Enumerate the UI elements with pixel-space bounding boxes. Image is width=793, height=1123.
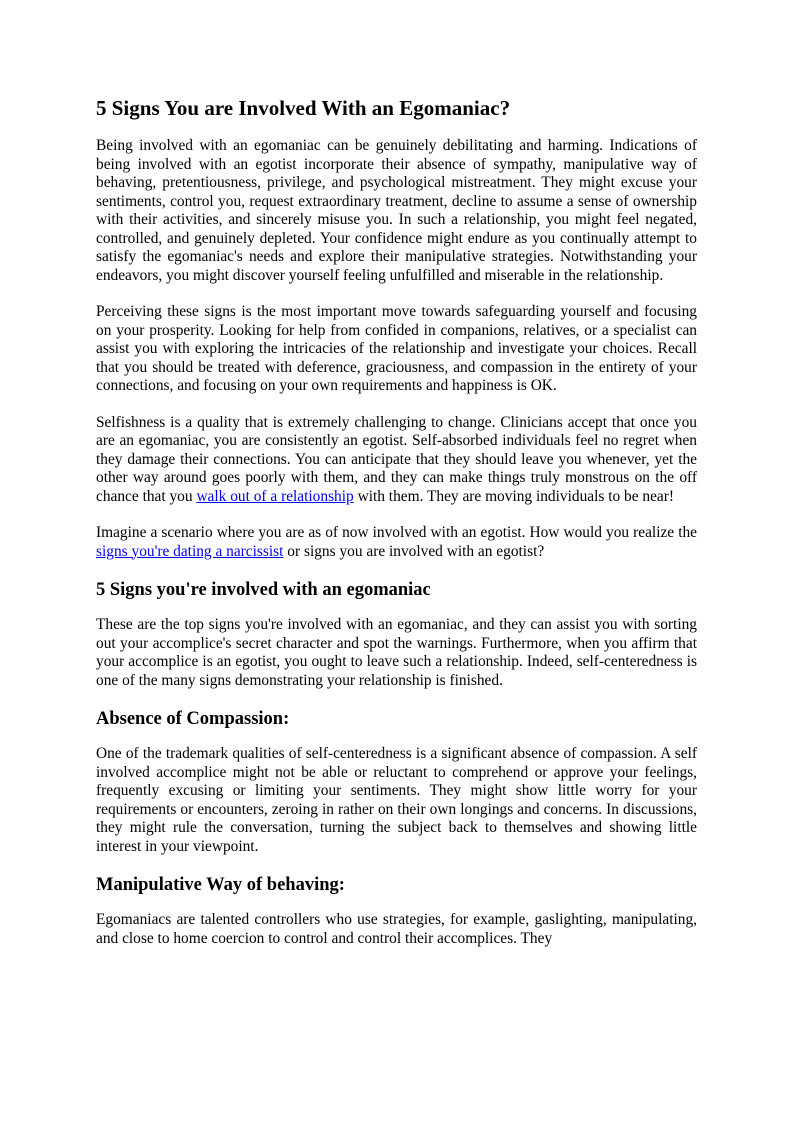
- heading-absence-of-compassion: Absence of Compassion:: [96, 709, 290, 729]
- text: with them. They are moving individuals to be near!: [353, 487, 675, 505]
- text: Selfishness is a quality that is extremely challenging to change. Clinicians accept that once you are an egomaniac, you are consistently an egotist. Self-absorbed individuals feel no regret when they damage their connections. You can anticipate that they should leave you whenever, yet the other way around goes poorly with them, and they can make things truly monstrous on the off chance that you: [96, 413, 697, 505]
- page-title: 5 Signs You are Involved With an Egomaniac?: [96, 96, 511, 120]
- paragraph-compassion: One of the trademark qualities of self-centeredness is a significant absence of compassion. A self involved accomplice might not be able or reluctant to comprehend or approve your feelings, frequently excusing or limiting your sentiments. They might show little worry for your requirements or encounters, zeroing in rather on their own longings and concerns. In discussions, they might rule the conversation, turning the subject back to themselves and showing little interest in your viewpoint.: [96, 745, 697, 855]
- paragraph-intro: Being involved with an egomaniac can be genuinely debilitating and harming. Indications of being involved with an egotist incorporate their absence of sympathy, manipulative way of behaving, pretentiousness, privilege, and psychological mistreatment. They might excuse your sentiments, control you, request extraordinary treatment, decline to assume a sense of ownership with their activities, and sincerely misuse you. In such a relationship, you might feel negated, controlled, and genuinely depleted. Your confidence might endure as you continually attempt to satisfy the egomaniac's needs and explore their manipulative strategies. Notwithstanding your endeavors, you might discover yourself feeling unfulfilled and miserable in the relationship.: [96, 137, 697, 284]
- link-signs-dating-narcissist[interactable]: signs you're dating a narcissist: [96, 542, 284, 560]
- heading-manipulative: Manipulative Way of behaving:: [96, 875, 345, 895]
- heading-5-signs: 5 Signs you're involved with an egomaniac: [96, 580, 431, 600]
- text: or signs you are involved with an egotist?: [283, 542, 545, 560]
- link-walk-out-of-relationship[interactable]: walk out of a relationship: [196, 487, 354, 505]
- paragraph-selfishness: [96, 414, 697, 507]
- text: Imagine a scenario where you are as of now involved with an egotist. How would you realize the: [96, 524, 697, 541]
- paragraph-manipulative: Egomaniacs are talented controllers who use strategies, for example, gaslighting, manipulating, and close to home coercion to control and control their accomplices. They: [96, 911, 697, 947]
- paragraph-imagine: [96, 524, 697, 561]
- paragraph-perceiving: Perceiving these signs is the most important move towards safeguarding yourself and focusing on your prosperity. Looking for help from confided in companions, relatives, or a specialist can assist you with exploring the intricacies of the relationship and investigate your choices. Recall that you should be treated with deference, graciousness, and compassion in the entirety of your connections, and focusing on your own requirements and happiness is OK.: [96, 303, 697, 394]
- document-page: [96, 96, 697, 966]
- paragraph-top-signs: These are the top signs you're involved with an egomaniac, and they can assist you with sorting out your accomplice's secret character and spot the warnings. Furthermore, when you affirm that your accomplice is an egotist, you ought to leave such a relationship. Indeed, self-centeredness is one of the many signs demonstrating your relationship is finished.: [96, 616, 697, 689]
